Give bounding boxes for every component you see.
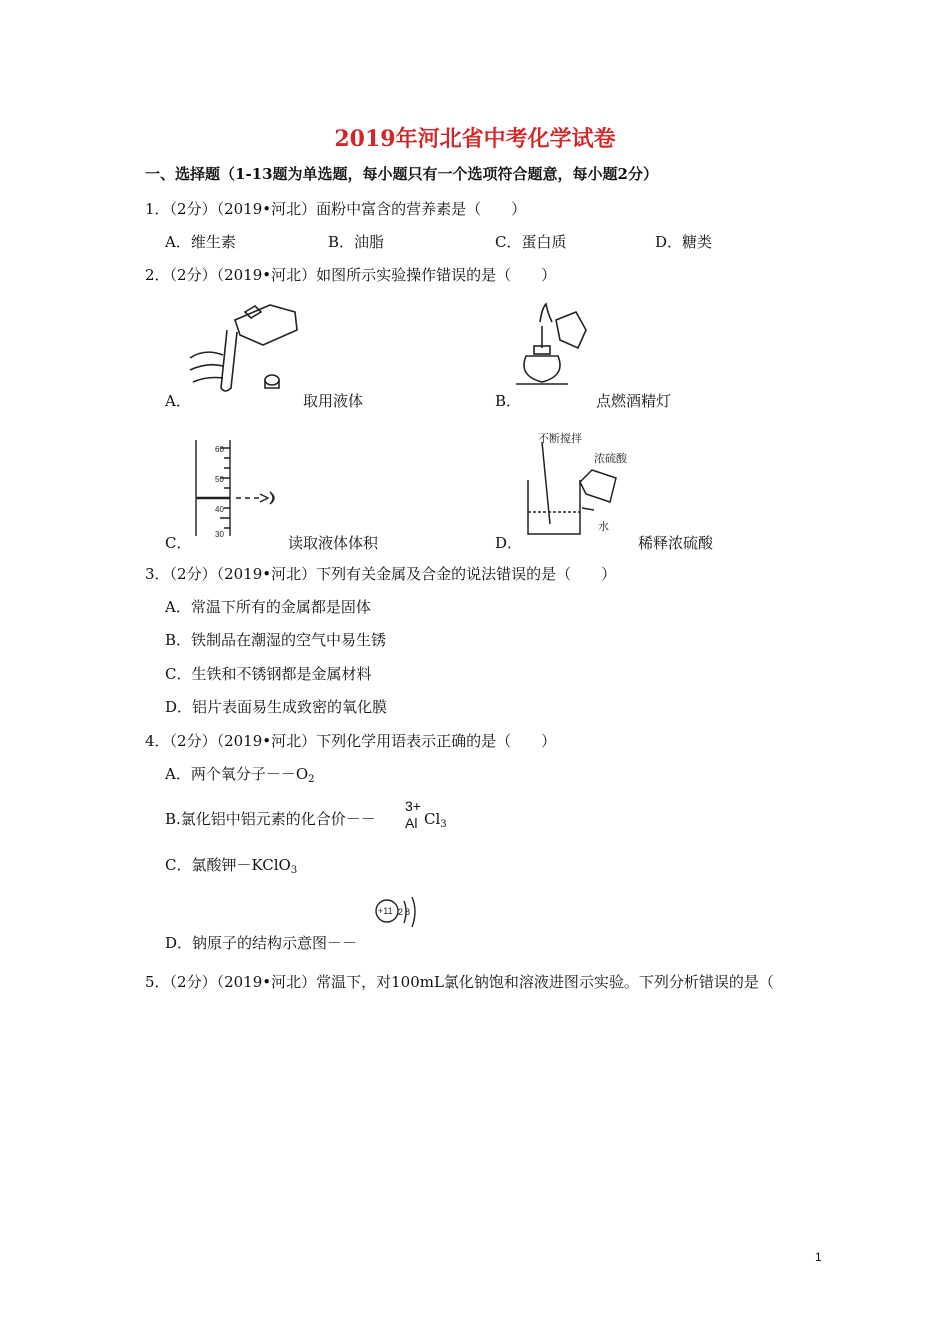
- question-1-option-d: D．糖类: [655, 233, 713, 251]
- page-title: 2019年河北省中考化学试卷: [334, 126, 616, 152]
- question-3-option-c: C．生铁和不锈钢都是金属材料: [165, 665, 372, 683]
- section-heading: 一、选择题（1-13题为单选题，每小题只有一个选项符合题意，每小题2分）: [145, 165, 658, 183]
- valence-superscript: 3+: [405, 798, 421, 814]
- question-3-option-b: B．铁制品在潮湿的空气中易生锈: [165, 631, 387, 649]
- question-2-option-b-text: 点燃酒精灯: [596, 392, 672, 410]
- subscript-2: 2: [308, 774, 315, 785]
- question-1-stem: 1．（2分）（2019•河北）面粉中富含的营养素是（ ）: [145, 200, 527, 218]
- question-1-option-a: A．维生素: [165, 233, 236, 251]
- question-4-option-d: D．钠原子的结构示意图－－: [165, 934, 358, 952]
- question-3-option-d: D．铝片表面易生成致密的氧化膜: [165, 698, 388, 716]
- label-concentrated-acid: 浓硫酸: [594, 452, 627, 465]
- figure-graduated-cylinder: [190, 438, 300, 538]
- question-5-stem: 5．（2分）（2019•河北）常温下，对100mL氯化钠饱和溶液进图示实验。下列分析错误的是（: [145, 973, 774, 991]
- question-1-option-c: C．蛋白质: [495, 233, 567, 251]
- question-2-option-c-letter: C．: [165, 534, 192, 552]
- page-number: 1: [815, 1250, 822, 1264]
- cylinder-tick-40: 40: [215, 505, 224, 514]
- chlorine-symbol: Cl: [424, 810, 441, 828]
- sodium-atom-diagram: [370, 893, 422, 933]
- nucleus-charge: +11: [378, 906, 393, 916]
- aluminum-symbol: Al: [405, 815, 418, 831]
- question-3-stem: 3．（2分）（2019•河北）下列有关金属及合金的说法错误的是（ ）: [145, 565, 617, 583]
- cylinder-tick-50: 50: [215, 475, 224, 484]
- figure-diluting-acid: [520, 430, 640, 540]
- cylinder-tick-30: 30: [215, 530, 224, 538]
- question-1-option-b: B．油脂: [328, 233, 385, 251]
- question-4-stem: 4．（2分）（2019•河北）下列化学用语表示正确的是（ ）: [145, 732, 557, 750]
- question-2-option-d-text: 稀释浓硫酸: [638, 534, 714, 552]
- question-4-option-b-text: B.氯化铝中铝元素的化合价－－: [165, 810, 376, 828]
- question-4-option-c-text: C．氯酸钾－KClO: [165, 856, 291, 874]
- question-2-option-d-letter: D．: [495, 534, 523, 552]
- question-2-option-a-text: 取用液体: [303, 392, 364, 410]
- question-4-option-a: [165, 763, 315, 785]
- question-3-option-a: A．常温下所有的金属都是固体: [165, 598, 371, 616]
- chlorine-group: [424, 810, 447, 830]
- question-4-option-c: [165, 854, 297, 876]
- figure-alcohol-lamp: [512, 300, 592, 388]
- cylinder-tick-60: 60: [215, 445, 224, 454]
- question-2-option-b-letter: B．: [495, 392, 522, 410]
- question-2-stem: 2．（2分）（2019•河北）如图所示实验操作错误的是（ ）: [145, 266, 557, 284]
- label-keep-stirring: 不断搅拌: [538, 432, 582, 445]
- shell-2-electrons: 8: [405, 907, 411, 917]
- question-4-option-b: [165, 808, 376, 829]
- figure-taking-liquid: [185, 300, 310, 395]
- chlorate-subscript: 3: [290, 865, 298, 876]
- question-2-option-a-letter: A．: [165, 392, 191, 410]
- shell-1-electrons: 2: [398, 907, 404, 917]
- label-water: 水: [598, 520, 609, 533]
- question-2-option-c-text: 读取液体体积: [288, 534, 379, 552]
- aluminum-valence-notation: [405, 798, 421, 832]
- question-4-option-a-text: A．两个氧分子－－O: [165, 765, 309, 783]
- chlorine-subscript: 3: [440, 819, 447, 830]
